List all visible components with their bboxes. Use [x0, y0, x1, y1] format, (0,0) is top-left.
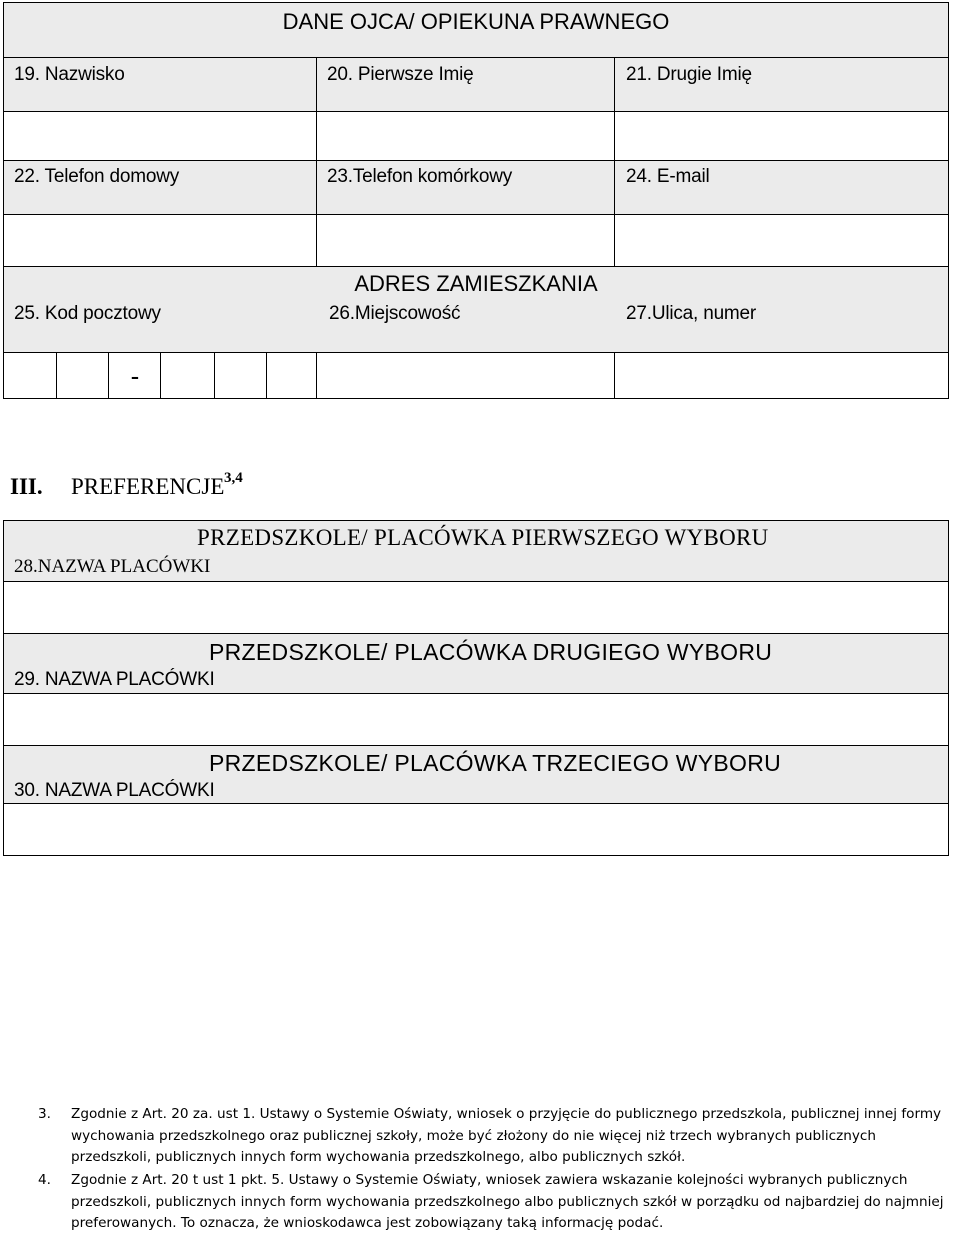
postal-dash: -	[109, 352, 161, 399]
first-name-field[interactable]	[316, 111, 615, 161]
first-name-label-cell	[316, 57, 615, 112]
mobile-phone-field[interactable]	[316, 214, 615, 267]
mobile-phone-label: 23.Telefon komórkowy	[327, 166, 513, 187]
second-name-label-cell	[614, 57, 949, 112]
preferences-title: PREFERENCJE	[71, 474, 225, 499]
email-field[interactable]	[614, 214, 949, 267]
third-choice-header	[3, 745, 949, 804]
street-label: 27.Ulica, numer	[626, 303, 757, 324]
third-choice-field[interactable]	[3, 803, 949, 856]
footnote-4	[0, 1170, 960, 1236]
first-choice-label: 28.NAZWA PLACÓWKI	[14, 556, 211, 577]
third-choice-heading: PRZEDSZKOLE/ PLACÓWKA TRZECIEGO WYBORU	[209, 750, 782, 776]
home-phone-field[interactable]	[3, 214, 317, 267]
postal-digit-3[interactable]	[160, 352, 215, 399]
postal-digit-5[interactable]	[266, 352, 317, 399]
surname-label: 19. Nazwisko	[14, 64, 125, 85]
second-choice-header	[3, 633, 949, 694]
city-label: 26.Miejscowość	[329, 303, 461, 324]
first-choice-heading: PRZEDSZKOLE/ PLACÓWKA PIERWSZEGO WYBORU	[197, 525, 769, 550]
postal-digit-1[interactable]	[3, 352, 57, 399]
street-field[interactable]	[614, 352, 949, 399]
mobile-phone-label-cell	[316, 160, 615, 215]
footnote-3-text: Zgodnie z Art. 20 za. ust 1. Ustawy o Systemie Oświaty, wniosek o przyjęcie do publicznego przedszkola, publicznej innej formy wychowania przedszkolnego oraz publicznej szkoły, może być złożony do nie więcej niż trzech wybranych publicznych przedszkoli, publicznych innych form wychowania przedszkolnego, albo publicznych szkół.	[71, 1106, 942, 1165]
preferences-superscript: 3,4	[224, 470, 243, 486]
preferences-heading	[0, 470, 400, 506]
postal-digit-2[interactable]	[56, 352, 109, 399]
footnote-4-number: 4.	[38, 1172, 51, 1188]
second-choice-field[interactable]	[3, 693, 949, 746]
footnote-3-number: 3.	[38, 1106, 51, 1122]
city-field[interactable]	[316, 352, 615, 399]
first-choice-field[interactable]	[3, 581, 949, 634]
section-roman-numeral: III.	[10, 474, 43, 499]
home-phone-label-cell	[3, 160, 317, 215]
address-title: ADRES ZAMIESZKANIA	[354, 271, 598, 296]
footnote-3	[0, 1104, 960, 1170]
postal-digit-4[interactable]	[214, 352, 267, 399]
first-choice-header	[3, 520, 949, 582]
address-header	[3, 266, 949, 353]
father-section-title: DANE OJCA/ OPIEKUNA PRAWNEGO	[282, 9, 670, 34]
second-choice-label: 29. NAZWA PLACÓWKI	[14, 669, 215, 690]
email-label: 24. E-mail	[626, 166, 710, 187]
email-label-cell	[614, 160, 949, 215]
third-choice-label: 30. NAZWA PLACÓWKI	[14, 780, 215, 801]
second-choice-heading: PRZEDSZKOLE/ PLACÓWKA DRUGIEGO WYBORU	[209, 639, 773, 665]
second-name-field[interactable]	[614, 111, 949, 161]
postal-code-label: 25. Kod pocztowy	[14, 303, 161, 324]
surname-field[interactable]	[3, 111, 317, 161]
father-section-header	[3, 2, 949, 58]
footnote-4-text: Zgodnie z Art. 20 t ust 1 pkt. 5. Ustawy o Systemie Oświaty, wniosek zawiera wskazanie kolejności wybranych publicznych przedszkoli, publicznych innych form wychowania przedszkolnego albo publicznych szkół w porządku od najbardziej do najmniej preferowanych. To oznacza, że wnioskodawca jest zobowiązany taką informację podać.	[71, 1172, 944, 1231]
first-name-label: 20. Pierwsze Imię	[327, 64, 474, 85]
second-name-label: 21. Drugie Imię	[626, 64, 752, 85]
home-phone-label: 22. Telefon domowy	[14, 166, 180, 187]
surname-label-cell	[3, 57, 317, 112]
